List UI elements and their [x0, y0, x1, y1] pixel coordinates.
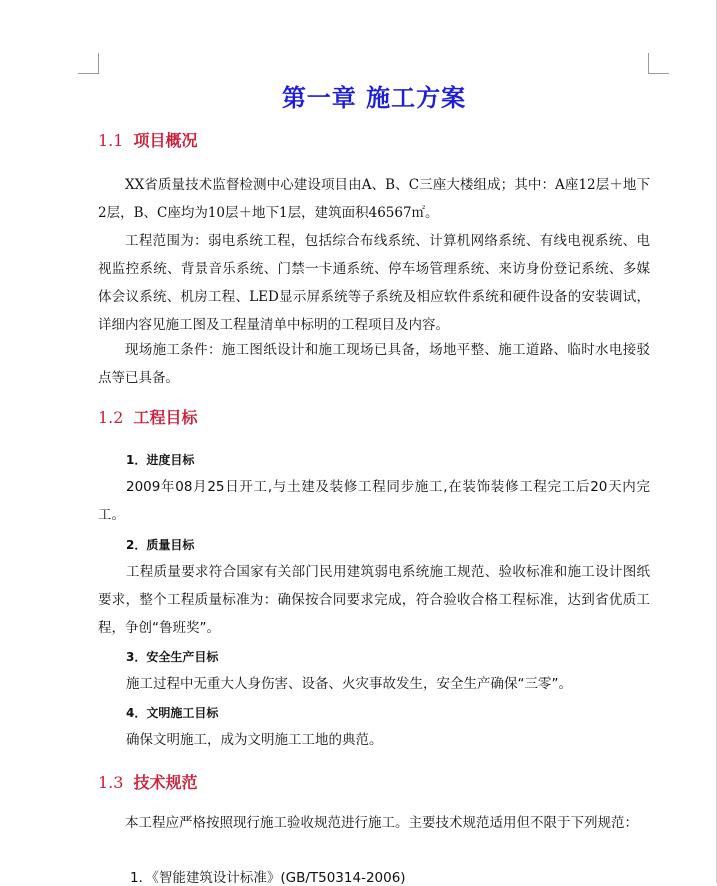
list-item-standard-1: 1．《智能建筑设计标准》(GB/T50314-2006): [130, 870, 406, 886]
subheading-safety: 3．安全生产目标: [126, 650, 219, 664]
margin-corner-top-left: [78, 53, 99, 74]
section-heading-1-3: [98, 770, 197, 793]
section-heading-1-2: [98, 405, 197, 428]
section-title: 技术规范: [133, 773, 198, 792]
section-number: 1.1: [98, 131, 124, 150]
paragraph-schedule: 2009年08月25日开工,与土建及装修工程同步施工,在装饰装修工程完工后20天内完工。: [98, 479, 650, 523]
subheading-quality: 2．质量目标: [126, 538, 195, 552]
paragraph-standards: 本工程应严格按照现行施工验收规范进行施工。主要技术规范适用但不限于下列规范：: [125, 815, 638, 831]
paragraph-quality: 工程质量要求符合国家有关部门民用建筑弱电系统施工规范、验收标准和施工设计图纸要求，整个工程质量标准为：确保按合同要求完成，符合验收合格工程标准，达到省优质工程，争创“鲁班奖”。: [98, 564, 650, 636]
section-title: 工程目标: [133, 408, 198, 427]
paragraph-overview: XX省质量技术监督检测中心建设项目由A、B、C三座大楼组成；其中：A座12层＋地下2层，B、C座均为10层＋地下1层，建筑面积46567㎡。: [98, 177, 650, 221]
section-number: 1.3: [98, 773, 124, 792]
section-number: 1.2: [98, 408, 124, 427]
subheading-civilized-construction: 4．文明施工目标: [126, 706, 219, 720]
subheading-schedule: 1．进度目标: [126, 453, 195, 467]
section-heading-1-1: [98, 128, 197, 151]
paragraph-civilized-construction: 确保文明施工，成为文明施工工地的典范。: [126, 732, 383, 748]
margin-corner-top-right: [648, 53, 669, 74]
chapter-title: 第一章 施工方案: [281, 83, 467, 112]
paragraph-site-conditions: 现场施工条件：施工图纸设计和施工现场已具备，场地平整、施工道路、临时水电接驳点等已具备。: [98, 342, 650, 386]
section-title: 项目概况: [133, 131, 198, 150]
paragraph-scope: 工程范围为：弱电系统工程，包括综合布线系统、计算机网络系统、有线电视系统、电视监控系统、背景音乐系统、门禁一卡通系统、停车场管理系统、来访身份登记系统、多媒体会议系统、机房工程、LED显示屏系统等子系统及相应软件系统和硬件设备的安装调试，详细内容见施工图及工程量清单中标明的工程项目及内容。: [98, 233, 650, 333]
paragraph-safety: 施工过程中无重大人身伤害、设备、火灾事故发生，安全生产确保“三零”。: [126, 676, 572, 692]
